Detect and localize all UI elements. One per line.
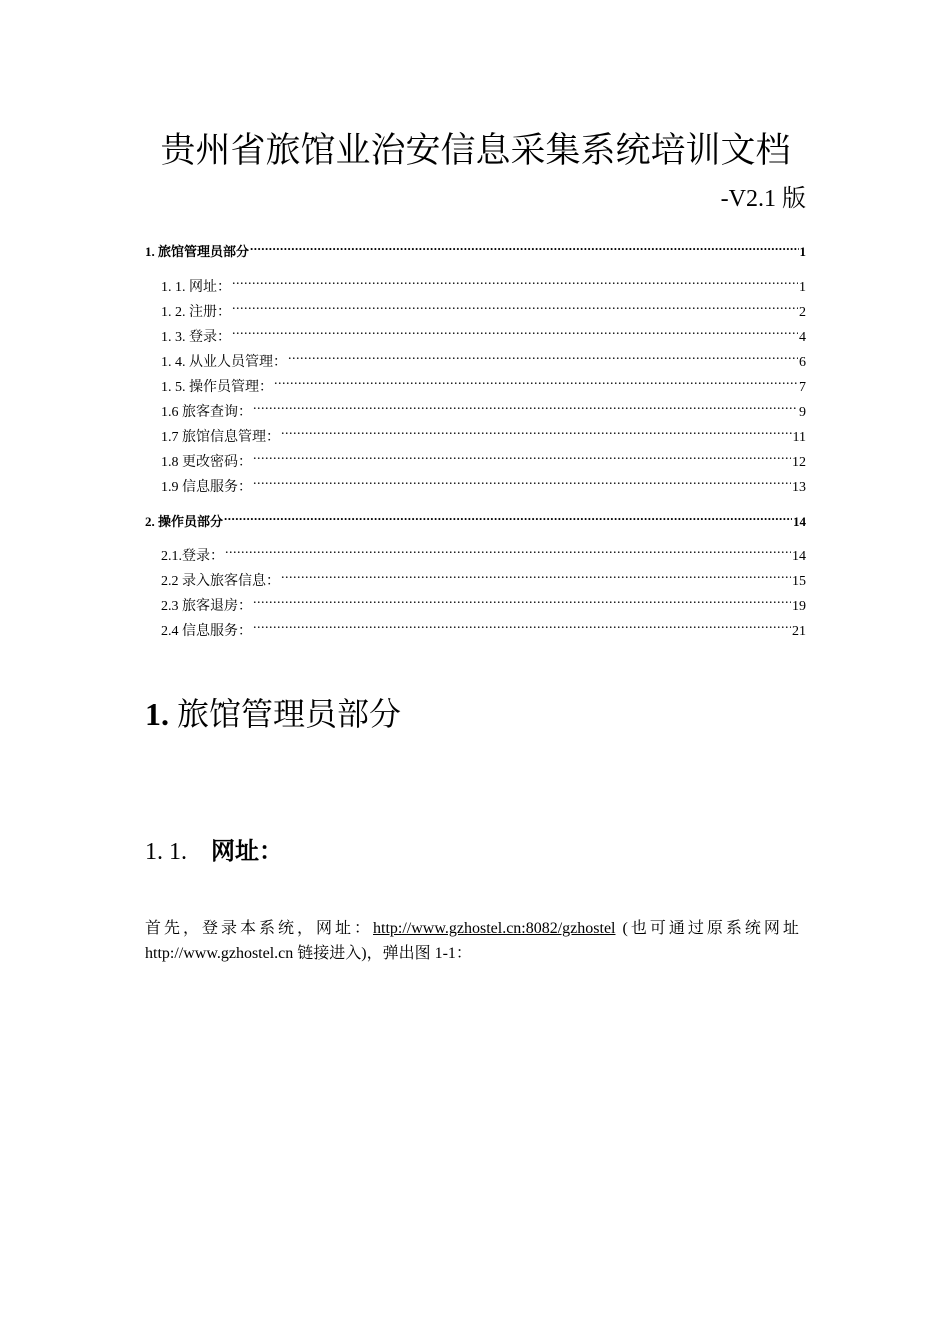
toc-entry-page: 14 [792,549,806,564]
toc-leader-dots [253,615,791,635]
toc-entry[interactable] [145,371,806,395]
section-title: 旅馆管理员部分 [177,695,402,733]
intro-paragraph [145,916,806,966]
toc-entry-page: 2 [799,305,806,320]
subsection-title: 网址： [211,837,283,865]
toc-entry-label: 1.6 旅客查询： [161,405,252,420]
toc-entry-label: 1. 5. 操作员管理： [161,380,273,395]
system-url-link[interactable]: http://www.gzhostel.cn:8082/gzhostel [373,920,616,937]
toc-entry[interactable] [145,590,806,614]
toc-leader-dots [232,296,798,316]
toc-entry-page: 11 [792,430,806,445]
toc-entry-label: 1. 3. 登录： [161,330,231,345]
toc-entry[interactable] [145,296,806,320]
toc-entry-label: 1. 1. 网址： [161,280,231,295]
toc-entry-page: 6 [799,355,806,370]
toc-leader-dots [253,590,791,610]
toc-entry[interactable] [145,540,806,564]
toc-entry[interactable] [145,236,806,259]
document-title: 贵州省旅馆业治安信息采集系统培训文档 [160,131,791,171]
toc-leader-dots [224,506,792,526]
subsection-number: 1. 1. [145,839,187,865]
toc-leader-dots [250,236,798,256]
paragraph-line2: http://www.gzhostel.cn 链接进入)，弹出图 1-1： [145,945,472,962]
toc-entry[interactable] [145,421,806,445]
toc-entry-label: 1.8 更改密码： [161,455,252,470]
toc-entry-page: 19 [792,599,806,614]
toc-leader-dots [253,471,791,491]
toc-leader-dots [281,421,792,441]
toc-entry-page: 12 [792,455,806,470]
toc-entry[interactable] [145,471,806,495]
toc-entry-label: 2.2 录入旅客信息： [161,574,280,589]
toc-entry[interactable] [145,615,806,639]
toc-entry[interactable] [145,346,806,370]
toc-leader-dots [232,271,798,291]
toc-entry-page: 14 [793,514,806,529]
document-version: -V2.1 版 [720,186,806,212]
toc-leader-dots [288,346,798,366]
toc-entry-page: 21 [792,624,806,639]
paragraph-lead: 首先，登录本系统，网址： [145,920,374,937]
toc-entry-label: 1. 4. 从业人员管理： [161,355,287,370]
toc-leader-dots [232,321,798,341]
toc-entry-page: 4 [799,330,806,345]
toc-entry-label: 1. 2. 注册： [161,305,231,320]
toc-entry-page: 1 [799,244,806,259]
toc-leader-dots [281,565,791,585]
toc-leader-dots [253,446,791,466]
toc-entry-label: 2. 操作员部分 [145,514,224,529]
section-heading-1-1 [145,834,283,869]
toc-leader-dots [274,371,798,391]
toc-entry[interactable] [145,321,806,345]
toc-entry-page: 9 [799,405,806,420]
toc-entry-label: 1.9 信息服务： [161,480,252,495]
toc-entry[interactable] [145,565,806,589]
toc-entry-page: 15 [792,574,806,589]
toc-entry-page: 1 [799,280,806,295]
toc-entry[interactable] [145,396,806,420]
toc-entry-label: 1. 旅馆管理员部分 [145,244,250,259]
toc-entry-label: 2.1.登录： [161,549,224,564]
paragraph-middle: (也可通过原系统网址 [615,920,802,937]
toc-entry-label: 1.7 旅馆信息管理： [161,430,280,445]
toc-entry[interactable] [145,271,806,295]
toc-entry-label: 2.3 旅客退房： [161,599,252,614]
section-heading-1 [145,692,401,736]
toc-entry-page: 13 [792,480,806,495]
toc-leader-dots [225,540,791,560]
section-number: 1. [145,696,169,732]
toc-entry[interactable] [145,506,806,529]
toc-entry-page: 7 [799,380,806,395]
toc-entry-label: 2.4 信息服务： [161,624,252,639]
toc-leader-dots [253,396,798,416]
toc-entry[interactable] [145,446,806,470]
